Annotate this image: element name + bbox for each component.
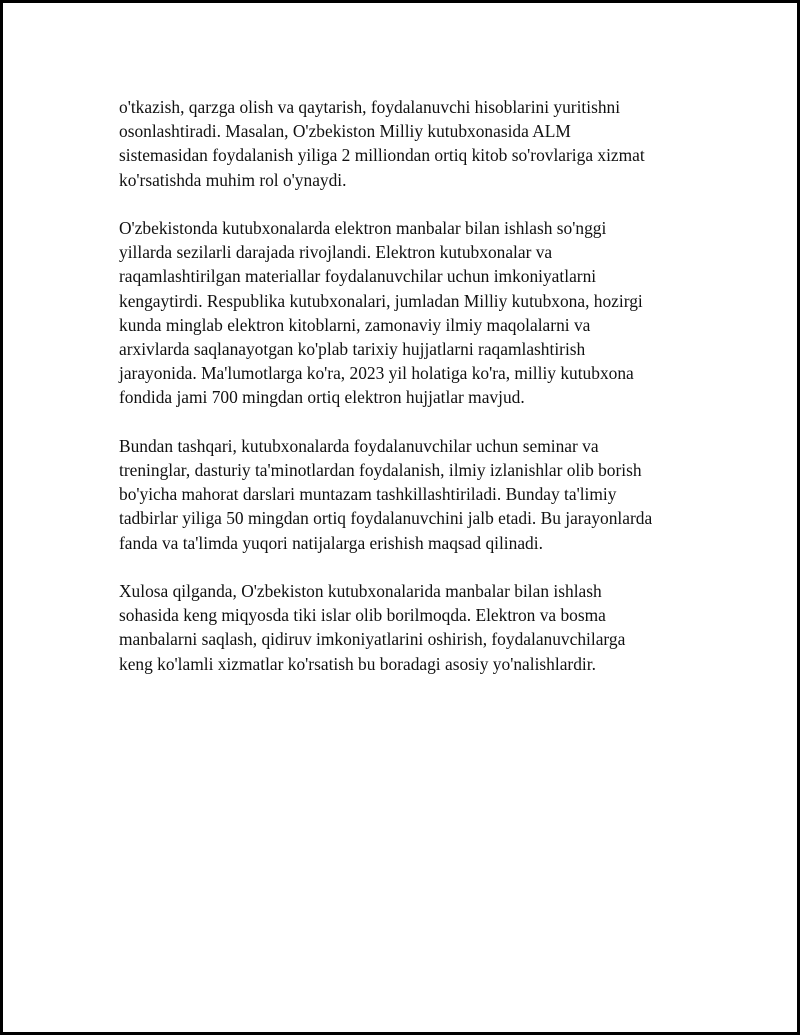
text-line: ko'rsatishda muhim rol o'ynaydi. xyxy=(119,169,347,190)
text-line: bo'yicha mahorat darslari muntazam tashkillashtiriladi. Bunday ta'limiy xyxy=(119,484,617,505)
text-line: manbalarni saqlash, qidiruv imkoniyatlarini oshirish, foydalanuvchilarga xyxy=(119,629,626,650)
text-line: fanda va ta'limda yuqori natijalarga erishish maqsad qilinadi. xyxy=(119,532,543,553)
paragraph-4 xyxy=(119,579,699,676)
paragraph-2 xyxy=(119,216,699,410)
text-line: yillarda sezilarli darajada rivojlandi. Elektron kutubxonalar va xyxy=(119,242,553,263)
text-line: raqamlashtirilgan materiallar foydalanuvchilar uchun imkoniyatlarni xyxy=(119,266,597,287)
text-line: keng ko'lamli xizmatlar ko'rsatish bu boradagi asosiy yo'nalishlardir. xyxy=(119,653,596,674)
paragraph-1 xyxy=(119,95,699,192)
text-line: o'tkazish, qarzga olish va qaytarish, foydalanuvchi hisoblarini yuritishni xyxy=(119,97,621,117)
text-line: Bundan tashqari, kutubxonalarda foydalanuvchilar uchun seminar va xyxy=(119,435,599,456)
text-line: jarayonida. Ma'lumotlarga ko'ra, 2023 yil holatiga ko'ra, milliy kutubxona xyxy=(119,363,634,384)
text-line: kunda minglab elektron kitoblarni, zamonaviy ilmiy maqolalarni va xyxy=(119,314,591,335)
text-line: treninglar, dasturiy ta'minotlardan foydalanish, ilmiy izlanishlar olib borish xyxy=(119,460,642,481)
text-line: osonlashtiradi. Masalan, O'zbekiston Milliy kutubxonasida ALM xyxy=(119,121,571,142)
text-line: O'zbekistonda kutubxonalarda elektron manbalar bilan ishlash so'nggi xyxy=(119,218,607,238)
text-line: Xulosa qilganda, O'zbekiston kutubxonalarida manbalar bilan ishlash xyxy=(119,581,602,602)
document-body xyxy=(119,95,699,700)
text-line: tadbirlar yiliga 50 mingdan ortiq foydalanuvchini jalb etadi. Bu jarayonlarda xyxy=(119,508,653,529)
text-line: sohasida keng miqyosda tiki islar olib borilmoqda. Elektron va bosma xyxy=(119,605,606,626)
text-line: kengaytirdi. Respublika kutubxonalari, jumladan Milliy kutubxona, hozirgi xyxy=(119,290,643,311)
paragraph-3 xyxy=(119,434,699,555)
text-line: fondida jami 700 mingdan ortiq elektron hujjatlar mavjud. xyxy=(119,387,525,408)
text-line: sistemasidan foydalanish yiliga 2 milliondan ortiq kitob so'rovlariga xizmat xyxy=(119,145,645,166)
text-line: arxivlarda saqlanayotgan ko'plab tarixiy hujjatlarni raqamlashtirish xyxy=(119,339,586,360)
